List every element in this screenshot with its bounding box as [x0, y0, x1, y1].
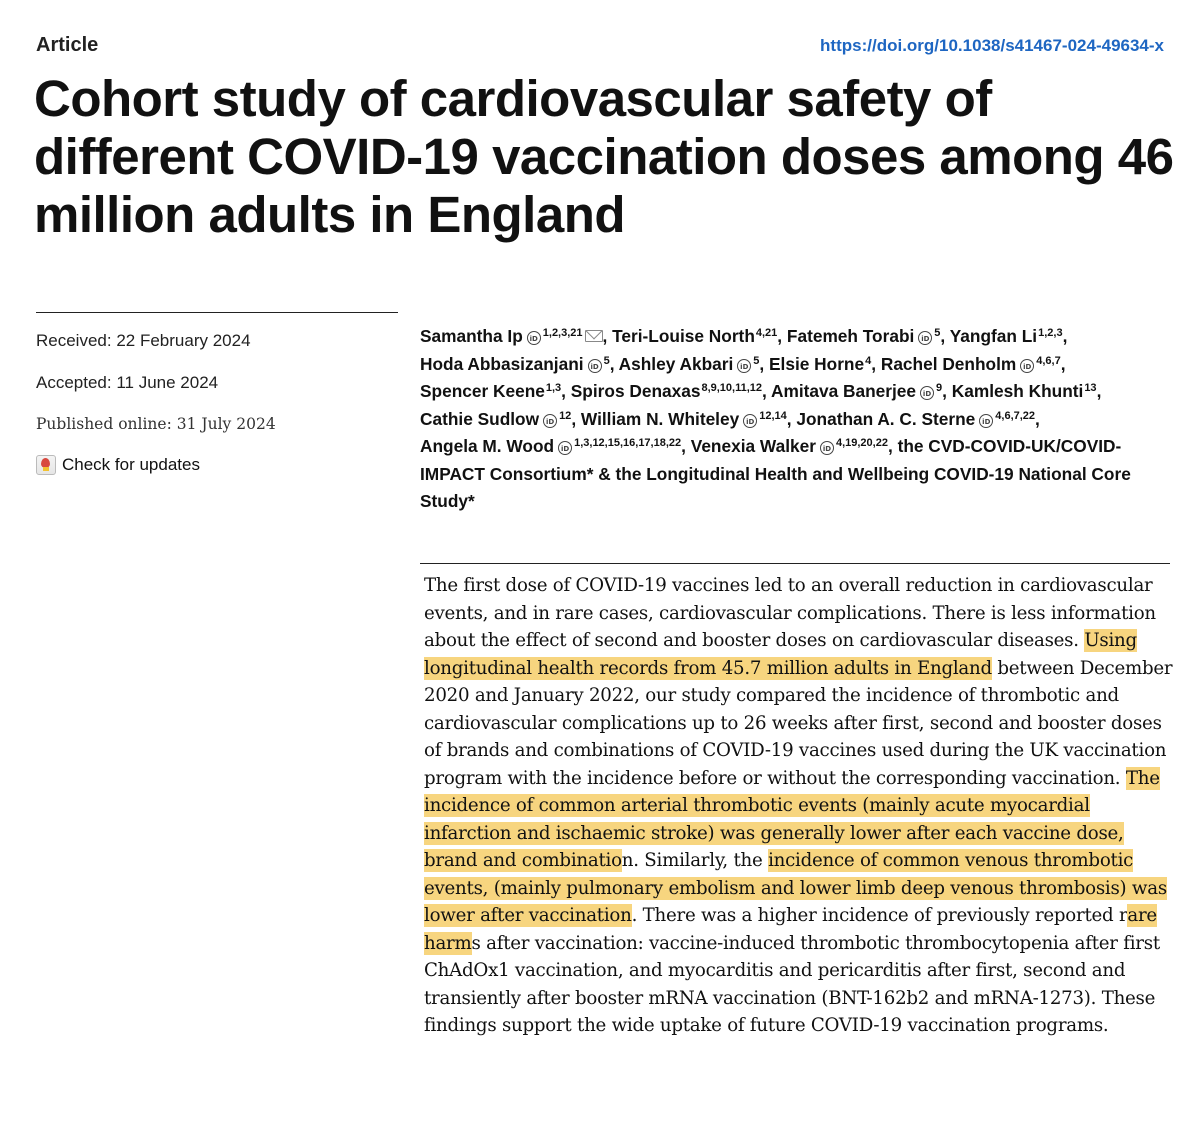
- affiliation-numbers: 13: [1084, 382, 1097, 394]
- orcid-icon[interactable]: iD: [527, 331, 541, 345]
- author-name[interactable]: Elsie Horne$^4$: [769, 353, 872, 374]
- highlighted-text: Using longitudinal health records from 45.7 million adults in England: [424, 630, 1137, 679]
- received-date: Received: 22 February 2024: [36, 331, 251, 350]
- meta-divider: [36, 312, 398, 313]
- author-name[interactable]: Fatemeh Torabi iD $^5$: [786, 326, 941, 346]
- orcid-icon[interactable]: iD: [743, 414, 757, 428]
- abstract-text: n. Similarly, the: [621, 850, 769, 871]
- abstract-divider: [420, 563, 1170, 564]
- affiliation-numbers: 5: [603, 354, 610, 367]
- orcid-icon[interactable]: iD: [979, 414, 993, 428]
- author-name[interactable]: Spiros Denaxas$^{8,9,10,11,12}$: [570, 381, 763, 401]
- author-name[interactable]: Samantha Ip iD $^{1,2,3,21}$: [420, 326, 603, 346]
- orcid-icon[interactable]: iD: [920, 386, 934, 400]
- article-type: Article: [36, 34, 99, 56]
- author-name[interactable]: Teri-Louise North$^{4,21}$: [612, 326, 778, 346]
- author-name[interactable]: Kamlesh Khunti$^{13}$: [951, 381, 1097, 401]
- orcid-icon[interactable]: iD: [918, 331, 932, 345]
- orcid-icon[interactable]: iD: [820, 441, 834, 455]
- author-list: Samantha Ip iD $^{1,2,3,21}$ , Teri-Louise North$^{4,21}$, Fatemeh Torabi iD $^5$, Yangfan Li$^{1,2,3}$, Hoda Abbasizanjani iD $^5$, Ashley Akbari iD $^5$, Elsie Horne$^4$, Rachel Denholm iD $^{4,6,7}$, Spencer Keene$^{1,3}$, Spiros Denaxas$^{8,9,10,11,12}$, Amitava Banerjee iD $^9$, Kamlesh Khunti$^{13}$, Cathie Sudlow iD $^{12}$, William N. Whiteley iD $^{12,14}$, Jonathan A. C. Sterne iD $^{4,6,7,22}$, Angela M. Wood iD $^{1,3,12,15,16,17,18,22}$, Venexia Walker iD $^{4,19,20,22}$, the CVD-COVID-UK/COVID-IMPACT Consortium* & the Longitudinal Health and Wellbeing COVID-19 National Core Study*: [420, 326, 1131, 511]
- author-name[interactable]: Spencer Keene$^{1,3}$: [420, 381, 562, 401]
- affiliation-numbers: 5: [934, 327, 941, 339]
- author-name[interactable]: Yangfan Li$^{1,2,3}$: [949, 326, 1063, 346]
- affiliation-numbers: 4,6,7: [1036, 354, 1061, 367]
- author-name[interactable]: Jonathan A. C. Sterne iD $^{4,6,7,22}$: [796, 408, 1036, 429]
- highlighted-text: are harm: [424, 905, 1157, 954]
- orcid-icon[interactable]: iD: [543, 414, 557, 428]
- affiliation-numbers: 8,9,10,11,12: [701, 382, 763, 394]
- check-updates-button[interactable]: [36, 455, 396, 475]
- affiliation-numbers: 4,19,20,22: [835, 437, 888, 449]
- author-name[interactable]: Rachel Denholm iD $^{4,6,7}$: [880, 353, 1061, 374]
- check-updates-label: Check for updates: [62, 455, 200, 474]
- orcid-icon[interactable]: iD: [1020, 359, 1034, 373]
- highlighted-text: The incidence of common arterial thrombotic events (mainly acute myocardial infarction and ischaemic stroke) was generally lower after each vaccine dose, brand and combinatio: [424, 767, 1160, 871]
- mail-icon[interactable]: [585, 330, 603, 342]
- consortium-authors: the CVD-COVID-UK/COVID-IMPACT Consortium* & the Longitudinal Health and Wellbeing COVID-19 National Core Study*: [420, 436, 1131, 511]
- affiliation-numbers: 1,2,3: [1038, 327, 1063, 339]
- affiliation-numbers: 1,3,12,15,16,17,18,22: [574, 437, 682, 449]
- affiliation-numbers: 1,3: [545, 382, 562, 394]
- affiliation-numbers: 4: [865, 354, 872, 367]
- author-name[interactable]: Ashley Akbari iD $^5$: [618, 353, 760, 374]
- article-dates: [36, 312, 396, 475]
- author-name[interactable]: Venexia Walker iD $^{4,19,20,22}$: [690, 436, 888, 456]
- affiliation-numbers: 9: [936, 382, 943, 394]
- doi-link[interactable]: https://doi.org/10.1038/s41467-024-49634-x: [820, 36, 1164, 55]
- check-updates-icon: [36, 455, 56, 475]
- orcid-icon[interactable]: iD: [588, 359, 602, 373]
- abstract-text: . There was a higher incidence of previously reported r: [631, 905, 1128, 926]
- orcid-icon[interactable]: iD: [737, 359, 751, 373]
- abstract-text: The first dose of COVID-19 vaccines led to an overall reduction in cardiovascular events, and in rare cases, cardiovascular complications. There is less information about the effect of second and booster doses on cardiovascular diseases.: [424, 575, 1156, 651]
- affiliation-numbers: 12: [559, 409, 572, 422]
- published-date: Published online: 31 July 2024: [36, 415, 276, 433]
- author-name[interactable]: Amitava Banerjee iD $^9$: [770, 381, 943, 401]
- abstract: [424, 572, 1180, 1040]
- affiliation-numbers: 12,14: [759, 409, 787, 422]
- affiliation-numbers: 1,2,3,21: [542, 327, 583, 339]
- author-name[interactable]: Cathie Sudlow iD $^{12}$: [420, 408, 572, 429]
- author-name[interactable]: William N. Whiteley iD $^{12,14}$: [580, 408, 787, 429]
- highlighted-text: incidence of common venous thrombotic events, (mainly pulmonary embolism and lower limb deep venous thrombosis) was lower after vaccination: [424, 850, 1167, 926]
- author-name[interactable]: Hoda Abbasizanjani iD $^5$: [420, 353, 610, 374]
- affiliation-numbers: 4,21: [755, 327, 778, 339]
- author-name[interactable]: Angela M. Wood iD $^{1,3,12,15,16,17,18,22}$: [420, 436, 682, 456]
- abstract-text: between December 2020 and January 2022, our study compared the incidence of thrombotic and cardiovascular complications up to 26 weeks after first, second and booster doses of brands and combinations of COVID-19 vaccines used during the UK vaccination program with the incidence before or without the corresponding vaccination.: [424, 657, 1173, 789]
- affiliation-numbers: 5: [753, 354, 760, 367]
- abstract-text: s after vaccination: vaccine-induced thrombotic thrombocytopenia after first ChAdOx1 vaccination, and myocarditis and pericarditis after first, second and transiently after booster mRNA vaccination (BNT-162b2 and mRNA-1273). These findings support the wide uptake of future COVID-19 vaccination programs.: [424, 932, 1160, 1036]
- accepted-date: Accepted: 11 June 2024: [36, 373, 219, 392]
- paper-title: Cohort study of cardiovascular safety of different COVID-19 vaccination doses among 46 million adults in England: [34, 70, 1174, 243]
- orcid-icon[interactable]: iD: [558, 441, 572, 455]
- affiliation-numbers: 4,6,7,22: [995, 409, 1036, 422]
